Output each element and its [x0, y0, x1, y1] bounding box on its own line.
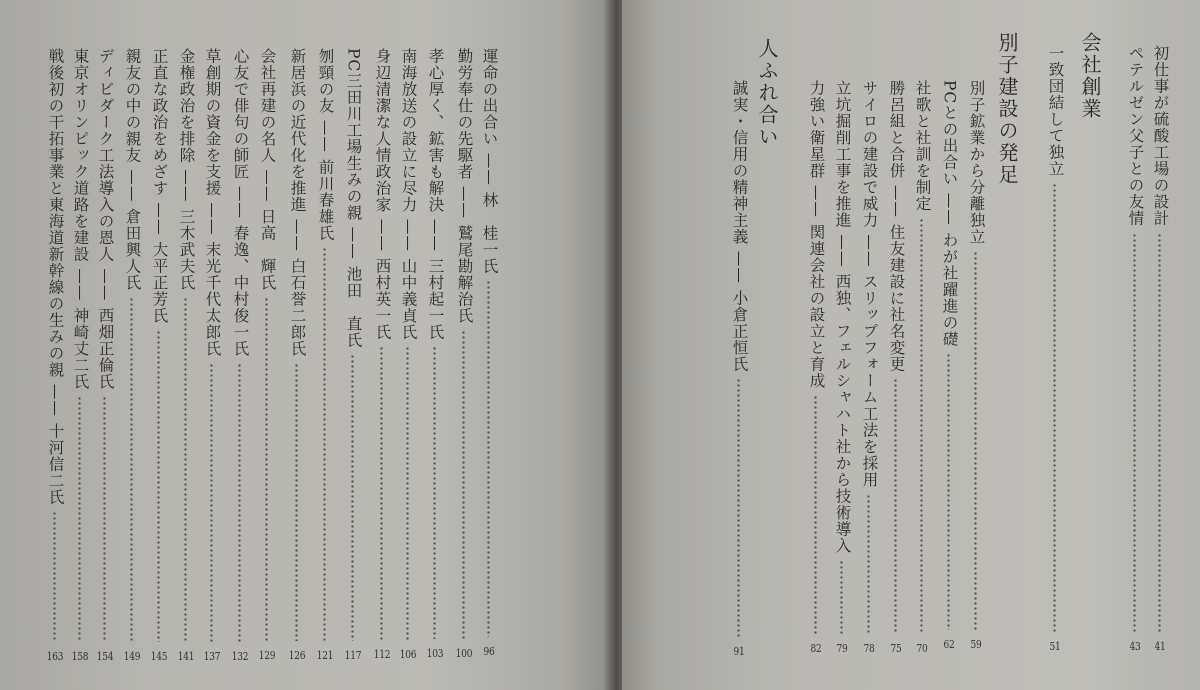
- toc-entry[interactable]: [400, 0, 418, 690]
- toc-entry[interactable]: [151, 0, 169, 690]
- entry-title: ディビダーク工法導入の恩人 —— 西畑正倫氏: [96, 48, 115, 390]
- page-number: 43: [1129, 640, 1141, 653]
- toc-entry[interactable]: [1127, 0, 1145, 690]
- page-number: 158: [71, 650, 89, 663]
- leader-dots: [1053, 183, 1056, 632]
- page-number: 62: [943, 638, 955, 651]
- page-number: 82: [810, 642, 822, 655]
- toc-entry[interactable]: [345, 0, 363, 690]
- page-number: 59: [970, 638, 982, 651]
- page-number: 78: [863, 642, 875, 655]
- toc-entry[interactable]: [204, 0, 222, 690]
- right-page: [622, 0, 1200, 690]
- toc-entry[interactable]: [808, 0, 826, 690]
- leader-dots: [157, 330, 160, 642]
- toc-entry[interactable]: [731, 0, 749, 690]
- page-number: 129: [258, 649, 276, 662]
- toc-entry[interactable]: [232, 0, 250, 690]
- page-number: 126: [288, 649, 306, 662]
- page-number: 96: [483, 645, 495, 658]
- entry-title: 草創期の資金を支援 —— 末光千代太郎氏: [203, 48, 222, 357]
- entry-title: サイロの建設で威力 —— スリップフォーム工法を採用: [860, 80, 879, 488]
- entry-title: 刎頸の友 —— 前川春雄氏: [316, 48, 335, 242]
- entry-title: 初仕事が硫酸工場の設計: [1151, 45, 1170, 227]
- leader-dots: [433, 346, 436, 639]
- entry-title: 身辺清潔な人情政治家 —— 西村英一氏: [373, 48, 392, 341]
- entry-title: 別子鉱業から分離独立: [967, 80, 986, 245]
- entry-title: 心友で俳句の師匠 —— 春逸、中村俊一氏: [231, 48, 250, 357]
- page-number: 154: [96, 650, 114, 663]
- leader-dots: [737, 378, 740, 637]
- leader-dots: [974, 251, 977, 630]
- toc-entry[interactable]: [888, 0, 906, 690]
- page-number: 163: [46, 650, 64, 663]
- leader-dots: [1133, 233, 1136, 633]
- toc-entry[interactable]: [1152, 0, 1170, 690]
- page-number: 79: [836, 642, 848, 655]
- page-number: 91: [733, 645, 745, 658]
- entry-title: 力強い衛星群 —— 関連会社の設立と育成: [807, 80, 826, 389]
- toc-entry[interactable]: [941, 0, 959, 690]
- toc-entry[interactable]: [834, 0, 852, 690]
- leader-dots: [487, 280, 490, 637]
- entry-title: 孝心厚く、鉱害も解決 —— 三村起一氏: [426, 48, 445, 341]
- entry-title: 金権政治を排除 —— 三木武夫氏: [177, 48, 196, 291]
- entry-title: 親友の中の親友 —— 倉田興人氏: [123, 48, 142, 291]
- entry-title: 戦後初の干拓事業と東海道新幹線の生みの親 —— 十河信二氏: [46, 48, 65, 506]
- toc-entry[interactable]: [861, 0, 879, 690]
- toc-entry[interactable]: [97, 0, 115, 690]
- page-number: 137: [203, 650, 221, 663]
- page-number: 103: [426, 647, 444, 660]
- toc-entry[interactable]: [72, 0, 90, 690]
- toc-entry[interactable]: [289, 0, 307, 690]
- page-number: 132: [231, 650, 249, 663]
- page-number: 141: [177, 650, 195, 663]
- leader-dots: [867, 494, 870, 634]
- entry-title: PC三田川工場生みの親 —— 池田 直氏: [344, 48, 363, 349]
- page-number: 112: [373, 648, 391, 661]
- section-title: 会社創業: [1078, 32, 1102, 120]
- leader-dots: [238, 363, 241, 642]
- entry-title: 勝呂組と合併 —— 住友建設に社名変更: [887, 80, 906, 373]
- entry-title: 誠実・信用の精神主義 —— 小倉正恒氏: [730, 80, 749, 373]
- leader-dots: [814, 395, 817, 634]
- entry-title: 東京オリンピック道路を建設 —— 神崎丈二氏: [71, 48, 90, 390]
- leader-dots: [380, 346, 383, 640]
- section-title: 人ふれ合い: [755, 38, 779, 148]
- toc-entry[interactable]: [178, 0, 196, 690]
- entry-title: 運命の出合い —— 林 桂一氏: [480, 48, 499, 275]
- leader-dots: [947, 353, 950, 630]
- leader-dots: [103, 396, 106, 642]
- toc-entry[interactable]: [968, 0, 986, 690]
- toc-entry[interactable]: [1047, 0, 1065, 690]
- leader-dots: [323, 247, 326, 641]
- page-number: 75: [890, 642, 902, 655]
- page-number: 117: [344, 649, 362, 662]
- entry-title: 南海放送の設立に尽力 —— 山中義貞氏: [399, 48, 418, 341]
- entry-title: 一致団結して独立: [1046, 45, 1065, 177]
- toc-entry[interactable]: [914, 0, 932, 690]
- leader-dots: [53, 511, 56, 642]
- entry-title: 新居浜の近代化を推進 —— 白石誉二郎氏: [288, 48, 307, 357]
- page-number: 100: [455, 647, 473, 660]
- leader-dots: [920, 218, 923, 634]
- entry-title: 立坑掘削工事を推進 —— 西独、フェルシャハト社から技術導入: [833, 80, 852, 554]
- toc-entry[interactable]: [427, 0, 445, 690]
- leader-dots: [1158, 233, 1161, 633]
- toc-entry[interactable]: [481, 0, 499, 690]
- page-number: 70: [916, 642, 928, 655]
- leader-dots: [184, 297, 187, 642]
- toc-entry[interactable]: [456, 0, 474, 690]
- leader-dots: [78, 396, 81, 642]
- leader-dots: [265, 297, 268, 641]
- leader-dots: [894, 378, 897, 634]
- toc-entry[interactable]: [124, 0, 142, 690]
- entry-title: ペテルゼン父子との友情: [1126, 45, 1145, 227]
- toc-entry[interactable]: [317, 0, 335, 690]
- toc-entry[interactable]: [259, 0, 277, 690]
- leader-dots: [351, 354, 354, 641]
- leader-dots: [295, 363, 298, 641]
- toc-entry[interactable]: [47, 0, 65, 690]
- leader-dots: [130, 297, 133, 642]
- entry-title: 勤労奉仕の先駆者 —— 鷲尾勘解治氏: [455, 48, 474, 324]
- entry-title: PCとの出合い —— わが社躍進の礎: [940, 80, 959, 348]
- page-number: 41: [1154, 640, 1166, 653]
- page-number: 145: [150, 650, 168, 663]
- section-title: 別子建設の発足: [995, 32, 1019, 186]
- leader-dots: [840, 560, 843, 634]
- entry-title: 社歌と社訓を制定: [913, 80, 932, 212]
- page-number: 106: [399, 648, 417, 661]
- entry-title: 正直な政治をめざす —— 大平正芳氏: [150, 48, 169, 324]
- page-number: 121: [316, 649, 334, 662]
- toc-entry[interactable]: [374, 0, 392, 690]
- leader-dots: [406, 346, 409, 640]
- leader-dots: [462, 330, 465, 639]
- page-number: 149: [123, 650, 141, 663]
- page-number: 51: [1049, 640, 1061, 653]
- entry-title: 会社再建の名人 —— 日高 輝氏: [258, 48, 277, 291]
- leader-dots: [210, 363, 213, 642]
